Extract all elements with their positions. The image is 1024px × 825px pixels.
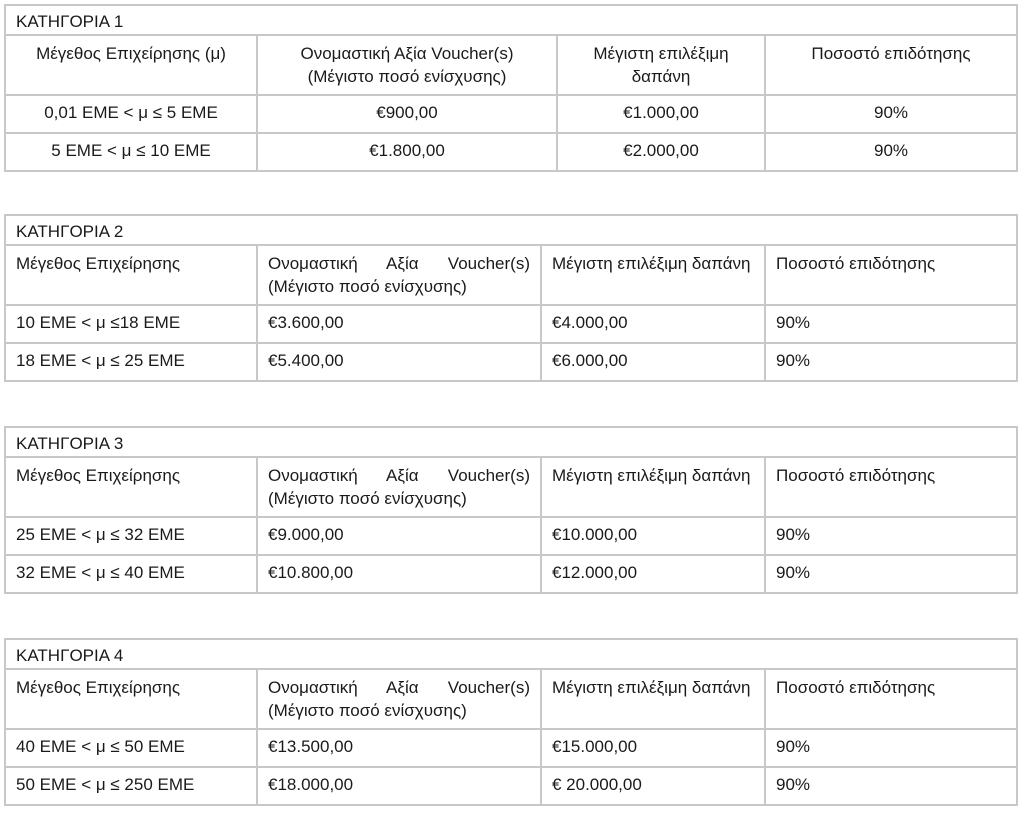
- cell-voucher: €5.400,00: [268, 351, 344, 370]
- cell-voucher: €18.000,00: [268, 775, 354, 794]
- cell-voucher: €900,00: [376, 103, 438, 122]
- column-header-size: Μέγεθος Επιχείρησης: [16, 466, 181, 485]
- category-2-table: [4, 214, 1018, 382]
- table-title: ΚΑΤΗΓΟΡΙΑ 4: [5, 639, 1017, 669]
- column-header-voucher: Ονομαστική Αξία Voucher(s) (Μέγιστο ποσό ενίσχυσης): [300, 44, 514, 86]
- table-row: [5, 767, 1017, 805]
- cell-size: 0,01 ΕΜΕ < μ ≤ 5 ΕΜΕ: [44, 103, 218, 122]
- cell-max-expense: €15.000,00: [552, 737, 638, 756]
- column-header-size: Μέγεθος Επιχείρησης: [16, 254, 181, 273]
- table-title: ΚΑΤΗΓΟΡΙΑ 1: [5, 5, 1017, 35]
- table-row: [5, 343, 1017, 381]
- cell-size: 32 ΕΜΕ < μ ≤ 40 ΕΜΕ: [16, 563, 185, 582]
- column-header-subsidy: Ποσοστό επιδότησης: [776, 466, 936, 485]
- table-header-row: [5, 245, 1017, 305]
- table-title: ΚΑΤΗΓΟΡΙΑ 2: [5, 215, 1017, 245]
- cell-subsidy: 90%: [776, 775, 811, 794]
- cell-max-expense: €1.000,00: [623, 103, 699, 122]
- table-row: [5, 555, 1017, 593]
- column-header-size: Μέγεθος Επιχείρησης (μ): [36, 44, 226, 63]
- column-header-max-expense: Μέγιστη επιλέξιμη δαπάνη: [552, 678, 751, 697]
- cell-voucher: €10.800,00: [268, 563, 354, 582]
- table-title: ΚΑΤΗΓΟΡΙΑ 3: [5, 427, 1017, 457]
- cell-size: 10 ΕΜΕ < μ ≤18 ΕΜΕ: [16, 313, 181, 332]
- cell-max-expense: €2.000,00: [623, 141, 699, 160]
- table-row: [5, 95, 1017, 133]
- category-3-table: [4, 426, 1018, 594]
- cell-size: 18 ΕΜΕ < μ ≤ 25 ΕΜΕ: [16, 351, 185, 370]
- table-row: [5, 133, 1017, 171]
- cell-size: 40 ΕΜΕ < μ ≤ 50 ΕΜΕ: [16, 737, 185, 756]
- cell-subsidy: 90%: [776, 737, 811, 756]
- cell-subsidy: 90%: [776, 313, 811, 332]
- cell-max-expense: €6.000,00: [552, 351, 628, 370]
- cell-voucher: €1.800,00: [369, 141, 445, 160]
- column-header-voucher: Ονομαστική Αξία Voucher(s) (Μέγιστο ποσό ενίσχυσης): [268, 466, 530, 508]
- column-header-voucher: Ονομαστική Αξία Voucher(s) (Μέγιστο ποσό ενίσχυσης): [268, 254, 530, 296]
- cell-voucher: €3.600,00: [268, 313, 344, 332]
- cell-max-expense: €12.000,00: [552, 563, 638, 582]
- cell-max-expense: €10.000,00: [552, 525, 638, 544]
- column-header-subsidy: Ποσοστό επιδότησης: [776, 254, 936, 273]
- table-row: [5, 729, 1017, 767]
- table-header-row: [5, 35, 1017, 95]
- cell-size: 25 ΕΜΕ < μ ≤ 32 ΕΜΕ: [16, 525, 185, 544]
- column-header-size: Μέγεθος Επιχείρησης: [16, 678, 181, 697]
- table-row: [5, 305, 1017, 343]
- column-header-subsidy: Ποσοστό επιδότησης: [811, 44, 971, 63]
- cell-subsidy: 90%: [776, 351, 811, 370]
- cell-voucher: €13.500,00: [268, 737, 354, 756]
- column-header-max-expense: Μέγιστη επιλέξιμη δαπάνη: [593, 44, 729, 86]
- cell-subsidy: 90%: [873, 103, 909, 122]
- column-header-max-expense: Μέγιστη επιλέξιμη δαπάνη: [552, 466, 751, 485]
- table-header-row: [5, 669, 1017, 729]
- column-header-subsidy: Ποσοστό επιδότησης: [776, 678, 936, 697]
- column-header-voucher: Ονομαστική Αξία Voucher(s) (Μέγιστο ποσό ενίσχυσης): [268, 678, 530, 720]
- cell-subsidy: 90%: [873, 141, 909, 160]
- cell-size: 50 ΕΜΕ < μ ≤ 250 ΕΜΕ: [16, 775, 195, 794]
- table-header-row: [5, 457, 1017, 517]
- cell-size: 5 ΕΜΕ < μ ≤ 10 ΕΜΕ: [51, 141, 211, 160]
- cell-max-expense: € 20.000,00: [552, 775, 642, 794]
- category-1-table: [4, 4, 1018, 172]
- cell-subsidy: 90%: [776, 525, 811, 544]
- cell-subsidy: 90%: [776, 563, 811, 582]
- column-header-max-expense: Μέγιστη επιλέξιμη δαπάνη: [552, 254, 751, 273]
- category-4-table: [4, 638, 1018, 806]
- cell-voucher: €9.000,00: [268, 525, 344, 544]
- cell-max-expense: €4.000,00: [552, 313, 628, 332]
- table-row: [5, 517, 1017, 555]
